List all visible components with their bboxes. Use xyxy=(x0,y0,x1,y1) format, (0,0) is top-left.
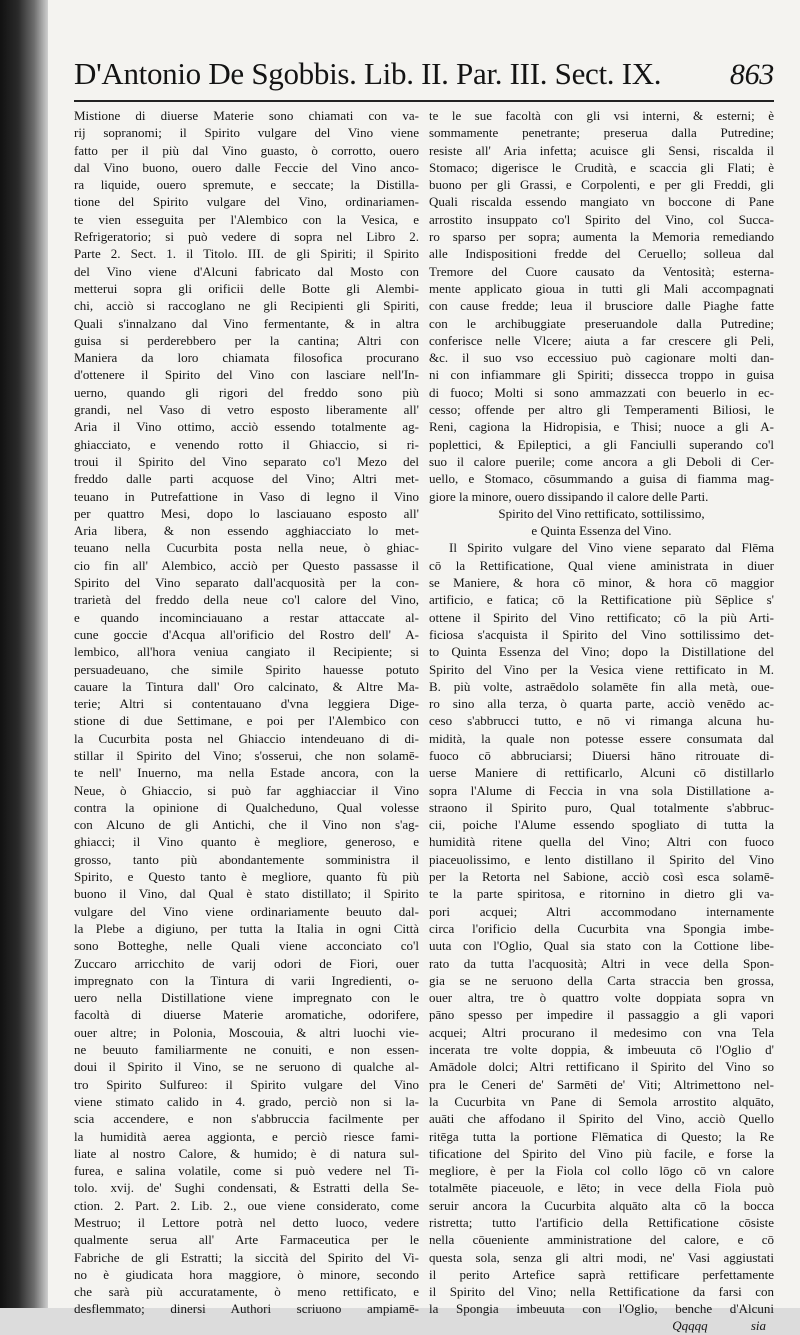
text-line: cauare la Tintura dall' Oro calcinato, & Altre Ma- xyxy=(74,678,419,694)
text-line: ouer altra, tre ò quattro volte doppiata sopra vn xyxy=(429,990,774,1006)
text-line: chi, acciò si raccoglano ne gli Recipienti gli Spiriti, xyxy=(74,298,419,314)
text-line: B. più volte, astraēdolo solamēte fin alla metà, oue- xyxy=(429,678,774,694)
text-line: alle Indispositioni fredde del Ceruello; solleua dal xyxy=(429,246,774,262)
text-line: sopra l'Alume di Feccia in vna sola Distillatione a- xyxy=(429,782,774,798)
text-line: te nell' Inuerno, ma nella Estade ancora, con la xyxy=(74,765,419,781)
text-line: ro sino alla terza, ò quarta parte, acciò venēdo ac- xyxy=(429,696,774,712)
text-line: uuta con l'Oglio, Qual sia stato con la Cottione libe- xyxy=(429,938,774,954)
text-line: teuano in Putrefattione in Vaso di legno il Vino xyxy=(74,488,419,504)
text-line: il Spirito del Vino; nella Rettificatione da farsi con xyxy=(429,1284,774,1300)
text-line: ro sparso per sopra; aumenta la Memoria remediando xyxy=(429,229,774,245)
text-line: ghiacci; il Vino quanto è megliore, generoso, e xyxy=(74,834,419,850)
text-line: scia accendere, e non s'abbruccia facilmente per xyxy=(74,1111,419,1127)
text-line: lembico, all'hora veniua cangiato il Recipiente; si xyxy=(74,644,419,660)
text-line: desflemmato; dinersi Authori scriuono ampiamē- xyxy=(74,1301,419,1317)
text-line: di fuoco; Molti si sono ammazzati con beuerlo in ec- xyxy=(429,384,774,400)
text-line: incerata tre volte doppia, & imbeuuta cō l'Oglio d' xyxy=(429,1042,774,1058)
text-line: rij sopranomi; il Spirito vulgare del Vino viene xyxy=(74,125,419,141)
text-line: Spirito del Vino rettificato, sottilissimo, xyxy=(498,505,705,521)
text-line: Parte 2. Sect. 1. il Titolo. III. de gli Spiriti; il Spirito xyxy=(74,246,419,262)
text-line: e Quinta Essenza del Vino. xyxy=(531,523,672,539)
text-line: Il Spirito vulgare del Vino viene separato dal Flēma xyxy=(449,540,774,556)
text-line: tificatione del Spirito del Vino più facile, e forse la xyxy=(429,1145,774,1161)
text-line: tro Spirito Sulfureo: il Spirito vulgare del Vino xyxy=(74,1076,419,1092)
text-line: buono il Vino, dal Qual è stato distillato; il Spirito xyxy=(74,886,419,902)
text-line: d'ottenere il Spirito del Vino con lasciare nell'In- xyxy=(74,367,419,383)
text-line: furea, e salina volatile, come si può vedere nel Ti- xyxy=(74,1163,419,1179)
text-line: metterui sopra gli orificii delle Botte gli Alembi- xyxy=(74,280,419,296)
text-line: Mistione di diuerse Materie sono chiamati con va- xyxy=(74,108,419,123)
text-line: uerno, quando gli rigori del freddo sono più xyxy=(74,384,419,400)
header-rule xyxy=(74,100,774,102)
text-line: liate al nostro Calore, & humido; è di natura sul- xyxy=(74,1145,419,1161)
text-line: vulgare del Vino viene ordinariamente beuuto dal- xyxy=(74,903,419,919)
right-column xyxy=(429,107,774,1318)
text-line: Stomaco; digerisce le Crudità, e scaccia gli Flati; è xyxy=(429,159,774,175)
text-line: auāti che affodano il Spirito del Vino, acciò Quello xyxy=(429,1111,774,1127)
text-line: circa l'orificio della Cucurbita vna Spongia imbe- xyxy=(429,920,774,936)
text-columns xyxy=(74,107,774,1318)
text-line: se Maniere, & hora cō minor, & hora cō maggior xyxy=(429,575,774,591)
text-line: Zuccaro arricchito de varij odori de Fiori, ouer xyxy=(74,955,419,971)
text-line: seruir ancora la Cucurbita alquāto alta cō la bocca xyxy=(429,1197,774,1213)
text-line: grandi, nel Vaso di vetro esposto liberamente all' xyxy=(74,402,419,418)
text-line: cō la Rettificatione, Qual viene aministrata in diuer xyxy=(429,557,774,573)
text-line: Spirito del Vino per la Vesica viene rettificato in M. xyxy=(429,661,774,677)
signature-mark: Qqqqq xyxy=(672,1317,708,1333)
text-line: midità, la quale non potesse essere consumata dal xyxy=(429,730,774,746)
text-line: Fabriche de gli Estratti; la siccità del Spirito del Vi- xyxy=(74,1249,419,1265)
text-line: buono per gli Grassi, e Corpolenti, e per gli Freddi, gli xyxy=(429,177,774,193)
text-line: ghiacciato, e venendo rotto il Ghiaccio, si ri- xyxy=(74,436,419,452)
text-line: sono Botteghe, nelle Quali viene acconciato co'l xyxy=(74,938,419,954)
text-line: ceso s'abbrucci tutto, e nō vi rimanga alcuna hu- xyxy=(429,713,774,729)
text-line: piaceuolissimo, e lento distillano il Spirito del Vino xyxy=(429,851,774,867)
catchword: sia xyxy=(750,1317,766,1333)
text-line: troui il Spirito del Vino separato co'l Mezo del xyxy=(74,453,419,469)
text-line: Quali s'innalzano dal Vino fermentante, & in altra xyxy=(74,315,419,331)
text-line: terie; Altri si contentauano d'vna leggiera Dige- xyxy=(74,696,419,712)
text-line: facoltà di diuerse Materie aromatiche, odorifere, xyxy=(74,1007,419,1023)
text-line: fuoco cō abbruciarsi; Diuersi hāno ritrouate di- xyxy=(429,747,774,763)
text-line: te la parte spiritosa, e ritornino in dietro gli va- xyxy=(429,886,774,902)
text-line: humidità ritene quella del Vino; Altri con fuoco xyxy=(429,834,774,850)
text-line: te vien esseguita per l'Alembico con la Vesica, e xyxy=(74,211,419,227)
text-line: Tremore del Cuore causato da Ventosità; esterna- xyxy=(429,263,774,279)
text-line: resiste all' Aria infetta; acuisce gli Sensi, riscalda il xyxy=(429,142,774,158)
text-line: ristretta; tutto l'artificio della Rettificatione cōsiste xyxy=(429,1215,774,1230)
text-line: cio fin all' Alembico, acciò per Questo passasse il xyxy=(74,557,419,573)
text-line: qualmente serua all' Arte Farmaceutica per le xyxy=(74,1232,419,1248)
text-line: guisa si perderebbero per la cantina; Altri con xyxy=(74,332,419,348)
text-line: Aria il Vino ottimo, acciò essendo totalmente ag- xyxy=(74,419,419,435)
text-line: ouer altre; in Polonia, Moscouia, & altri luochi vie- xyxy=(74,1024,419,1040)
page-number: 863 xyxy=(729,58,774,91)
running-header xyxy=(74,50,774,98)
text-line: cii, poiche l'Alume essendo spogliato di tutta la xyxy=(429,817,774,833)
text-line: nella cōueniente amministratione del calore, e cō xyxy=(429,1232,774,1248)
text-line: Amādole dolci; Altri rettificano il Spirito del Vino so xyxy=(429,1059,774,1075)
text-line: che sarà più accuratamente, ò meno rettificato, e xyxy=(74,1284,419,1300)
text-line: conferisce nelle Vlcere; aiuta a far crescere gli Peli, xyxy=(429,332,774,348)
text-line: per la Retorta nel Sabione, acciò così esca solamē- xyxy=(429,869,774,885)
text-line: Spirito, e Questo tanto è megliore, quanto fù più xyxy=(74,869,419,885)
text-line: &c. il suo vso eccessiuo può cagionare molti dan- xyxy=(429,350,774,366)
text-line: la Spongia imbeuuta con l'Oglio, benche d'Alcuni xyxy=(429,1301,774,1317)
text-line: la Plebe a digiuno, per tutta la Italia in ogni Città xyxy=(74,920,419,936)
text-line: contra la opinione di Qualcheduno, Qual volesse xyxy=(74,799,419,815)
text-line: trarietà del freddo della neue co'l calore del Vino, xyxy=(74,592,419,608)
text-line: sommamente penetrante; preserua dalla Putredine; xyxy=(429,125,774,141)
text-line: gia se ne seruono della Carta straccia ben grossa, xyxy=(429,972,774,988)
running-title: D'Antonio De Sgobbis. Lib. II. Par. III. Sect. IX. xyxy=(74,56,662,91)
text-line: per quattro Mesi, dopo lo lasciauano esposto all' xyxy=(74,505,419,521)
text-line: pāno spesso per impedire il passaggio a gli vapori xyxy=(429,1007,774,1023)
text-line: la Cucurbita vn Pane di Semola arrostito alquāto, xyxy=(429,1093,774,1109)
text-line: ction. 2. Part. 2. Lib. 2., oue viene considerato, come xyxy=(74,1197,419,1213)
text-line: ottene il Spirito del Vino rettificato; cō la più Arti- xyxy=(429,609,774,625)
text-line: rato da tutta l'acquosità; Altri in vece della Spon- xyxy=(429,955,774,971)
text-line: arrostito insuppato co'l Spirito del Vino, col Succa- xyxy=(429,211,774,227)
text-line: Reni, cagiona la Hidropisia, e Thisi; nuoce a gli A- xyxy=(429,419,774,435)
text-line: grosso, tanto più abondantemente somministra il xyxy=(74,851,419,867)
text-line: acquei; Altri procurano il medesimo con vna Tela xyxy=(429,1024,774,1040)
text-line: doui il Spirito il Vino, se ne seruono di qualche al- xyxy=(74,1059,419,1075)
text-line: cesso; offende per altro gli Temperamenti Biliosi, le xyxy=(429,402,774,418)
text-line: dal Vino buono, ouero dalle Feccie del Vino anco- xyxy=(74,159,419,175)
text-line: ficiosa s'acquista il Spirito del Vino sottilissimo det- xyxy=(429,626,774,642)
text-line: pra le Ceneri de' Sarmēti de' Viti; Altrimettono nel- xyxy=(429,1076,774,1092)
text-line: con Alcuno de gli Antichi, che il Vino non s'ag- xyxy=(74,817,419,833)
text-line: Mestruo; il Lettore potrà nel detto luoco, vedere xyxy=(74,1215,419,1230)
text-line: questa sola, senza gli altri modi, ne' Vasi aggiustati xyxy=(429,1249,774,1265)
text-line: totalmēte piaceuole, e lēto; in vece della Fiola può xyxy=(429,1180,774,1196)
text-line: la Cucurbita posta nel Ghiaccio intendeuano di di- xyxy=(74,730,419,746)
text-line: uello, e Stomaco, cōsummando a guisa di fiamma mag- xyxy=(429,471,774,487)
text-line: Spirito del Vino separato dall'acquosità per la con- xyxy=(74,575,419,591)
text-line: teuano nella Cucurbita posta nella neue, ò ghiac- xyxy=(74,540,419,556)
text-line: poplettici, & Epileptici, a gli Fanciulli superando co'l xyxy=(429,436,774,452)
text-line: mente applicato gioua in tutti gli Mali accompagnati xyxy=(429,280,774,296)
text-line: tione del Spirito vulgare del Vino, ordinariamen- xyxy=(74,194,419,210)
text-line: ni con infiammare gli Spiriti; dissecca troppo in guisa xyxy=(429,367,774,383)
catchword-line xyxy=(74,1318,774,1335)
text-line: Aria libera, & non essendo agghiacciato lo met- xyxy=(74,523,419,539)
text-line: freddo dalle parti acquose del Vino; Altri met- xyxy=(74,471,419,487)
binding-shadow xyxy=(0,0,48,1308)
text-line: cune goccie d'Acqua all'orificio del Rostro dell' A- xyxy=(74,626,419,642)
text-line: stillar il Spirito del Vino; s'osserui, che non solamē- xyxy=(74,747,419,763)
text-line: ra liquide, ouero spremute, e seccate; la Distilla- xyxy=(74,177,419,193)
text-line: tolo. xvij. de' Sughi condensati, & Estratti della Se- xyxy=(74,1180,419,1196)
text-line: Neue, ò Ghiaccio, si può far agghiacciar il Vino xyxy=(74,782,419,798)
text-line: uerse Maniere di rettificarlo, Alcuni cō distillarlo xyxy=(429,765,774,781)
text-line: to Quinta Essenza del Vino; dopo la Distillatione del xyxy=(429,644,774,660)
text-line: te le sue facoltà con gli vsi interni, & esterni; è xyxy=(429,108,774,123)
text-line: Maniera da loro chiamata filosofica procurano xyxy=(74,350,419,366)
text-line: straono il Spirito puro, Qual totalmente s'abbruc- xyxy=(429,799,774,815)
text-line: viene stimato calido in 4. grado, perciò non si la- xyxy=(74,1093,419,1109)
left-column xyxy=(74,107,419,1318)
text-line: pori acquei; Altri accommodano internamente xyxy=(429,903,774,919)
text-line: la humidità aerea aggionta, e perciò riesce fami- xyxy=(74,1128,419,1144)
text-line: e quando incominciauano a restar attaccate al- xyxy=(74,609,419,625)
text-line: con cause fredde; leua il brusciore dalle Piaghe fatte xyxy=(429,298,774,314)
text-line: con le archibuggiate preseruandole dalla Putredine; xyxy=(429,315,774,331)
text-line: impregnato con la Tintura di varii Ingredienti, o- xyxy=(74,972,419,988)
text-line: artificio, e fatica; cō la Rettificatione più Sēplice s' xyxy=(429,592,774,608)
text-line: il perito Artefice saprà rettificare perfettamente xyxy=(429,1266,774,1282)
text-line: uero nella Distillatione viene impregnato con le xyxy=(74,990,419,1006)
text-line: Refrigeratorio; si può vedere di sopra nel Libro 2. xyxy=(74,229,419,245)
text-line: fatto per il più dal Vino guasto, ò corrotto, ouero xyxy=(74,142,419,158)
text-line: suo il calore puerile; come ancora a gli Deboli di Cer- xyxy=(429,453,774,469)
text-line: ne beuuto familiarmente ne conuiti, e non essen- xyxy=(74,1042,419,1058)
text-line: stione di due Settimane, e poi per l'Alembico con xyxy=(74,713,419,729)
text-line: Quali riscalda essendo mangiato vn boccone di Pane xyxy=(429,194,774,210)
text-line: giore la minore, ouero dissipando il calore delle Parti. xyxy=(429,488,709,504)
text-line: del Vino viene d'Alcuni fabricato dal Mosto con xyxy=(74,263,419,279)
text-line: persuadeuano, che simile Spirito hauesse potuto xyxy=(74,661,419,677)
text-line: no è giudicata hora maggiore, ò minore, secondo xyxy=(74,1266,419,1282)
text-line: ritēga tutta la portione Flēmatica di Questo; la Re xyxy=(429,1128,774,1144)
text-line: megliore, è per la Fiola col collo lōgo cō vn calore xyxy=(429,1163,774,1179)
